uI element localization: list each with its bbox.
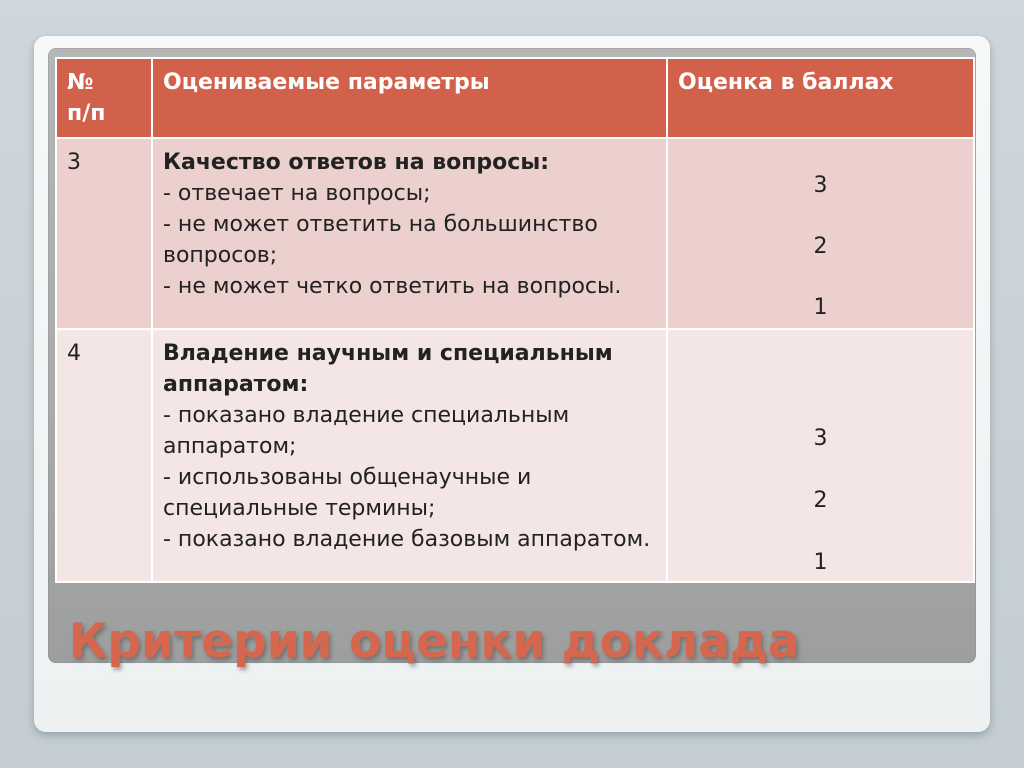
score-value: 2 <box>813 234 828 259</box>
table-header-row <box>56 58 974 138</box>
header-score: Оценка в баллах <box>667 58 974 138</box>
header-number <box>56 58 152 138</box>
criteria-table <box>55 57 975 583</box>
score-value: 3 <box>813 426 828 451</box>
header-number-line1: № <box>67 70 94 95</box>
row-criteria <box>152 138 667 329</box>
row-number: 3 <box>56 138 152 329</box>
score-value: 1 <box>813 550 828 575</box>
table-row <box>56 329 974 582</box>
criteria-title: Качество ответов на вопросы: <box>163 150 550 175</box>
criteria-line: - отвечает на вопросы; <box>163 181 431 206</box>
score-value: 1 <box>813 295 828 320</box>
row-scores <box>667 138 974 329</box>
score-value: 3 <box>813 173 828 198</box>
criteria-table-container <box>55 57 973 575</box>
slide-title: Критерии оценки доклада <box>69 614 800 669</box>
criteria-line: - показано владение специальным аппаратом; <box>163 403 570 459</box>
header-number-line2: п/п <box>67 101 106 126</box>
criteria-line: - не может ответить на большинство вопросов; <box>163 212 598 268</box>
criteria-line: - использованы общенаучные и специальные термины; <box>163 465 532 521</box>
criteria-title: Владение научным и специальным аппаратом: <box>163 341 613 397</box>
criteria-line: - показано владение базовым аппаратом. <box>163 527 651 552</box>
row-number: 4 <box>56 329 152 582</box>
table-row <box>56 138 974 329</box>
header-params: Оцениваемые параметры <box>152 58 667 138</box>
criteria-line: - не может четко ответить на вопросы. <box>163 274 622 299</box>
row-criteria <box>152 329 667 582</box>
score-value: 2 <box>813 488 828 513</box>
row-scores <box>667 329 974 582</box>
